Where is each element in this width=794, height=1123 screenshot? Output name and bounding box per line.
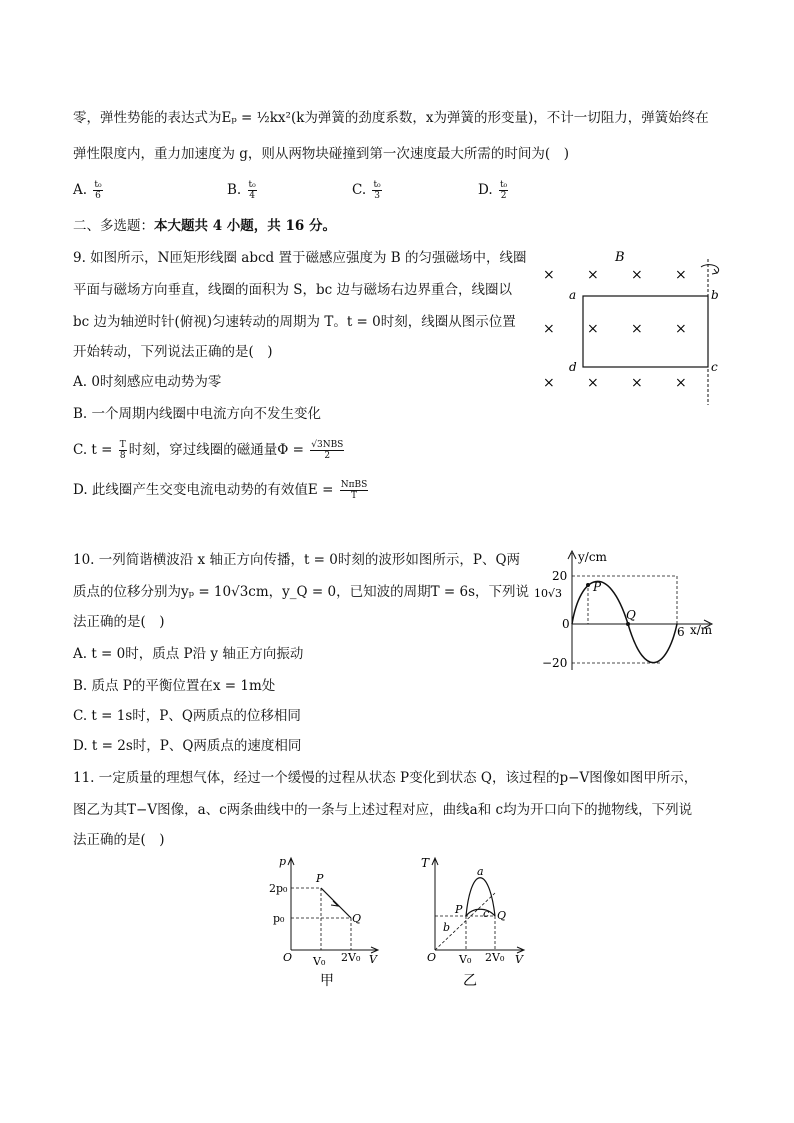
label-b: b (443, 921, 451, 934)
p-axis-label: p (279, 855, 287, 868)
q11-stem-line2: 图乙为其T−V图像，a、c两条曲线中的一条与上述过程对应，曲线a和 c均为开口向下的抛物线，下列说 (73, 802, 693, 818)
field-cross: × (675, 321, 687, 337)
tick-20: 20 (552, 569, 568, 583)
field-cross: × (543, 375, 555, 391)
q9-option-c[interactable]: C. t = $\frac{T}{8}$ 时刻，穿过线圈的磁通量Φ = $\frac{\text{√3NBS}}{2}$ (73, 440, 344, 461)
q10-stem-line3: 法正确的是( ) (73, 614, 165, 630)
tick-v0: V₀ (313, 955, 326, 968)
section-header: 二、多选题：本大题共 4 小题，共 16 分。 (73, 218, 336, 234)
q9-field-label: B (615, 250, 625, 265)
label-a: a (477, 865, 484, 878)
q9-coil-figure (535, 245, 735, 410)
label-a: a (569, 288, 577, 302)
point-q (626, 622, 630, 626)
label-p: P (316, 872, 324, 885)
q9-stem-line2: 平面与磁场方向垂直，线圈的面积为 S，bc 边与磁场右边界重合，线圈以 (73, 282, 513, 298)
q11-stem-line3: 法正确的是( ) (73, 832, 165, 848)
field-cross: × (543, 267, 555, 283)
label-d: d (569, 360, 577, 374)
label-p: P (455, 903, 463, 916)
t-axis-label: T (421, 856, 430, 870)
q10-option-d[interactable]: D. t = 2s时，P、Q两质点的速度相同 (73, 738, 302, 754)
label-q: Q (352, 912, 362, 925)
q9-stem-line3: bc 边为轴逆时针(俯视)匀速转动的周期为 T。t = 0时刻，线圈从图示位置 (73, 314, 516, 330)
q11-stem-line1: 11. 一定质量的理想气体，经过一个缓慢的过程从状态 P变化到状态 Q，该过程的p−V图像如图甲所示， (73, 770, 698, 786)
field-cross: × (543, 321, 555, 337)
q9-option-b[interactable]: B. 一个周期内线圈中电流方向不发生变化 (73, 406, 322, 422)
q10-option-b[interactable]: B. 质点 P的平衡位置在x = 1m处 (73, 678, 276, 694)
tick-6: 6 (677, 625, 685, 639)
tick-2v0: 2V₀ (341, 951, 361, 964)
pq-process-line (321, 888, 351, 918)
label-b: b (711, 288, 719, 302)
field-cross: × (675, 375, 687, 391)
tick-p0: p₀ (273, 912, 285, 925)
label-q: Q (497, 909, 507, 922)
q10-stem-line2: 质点的位移分别为yₚ = 10√3cm，y_Q = 0，已知波的周期T = 6s，下列说 (73, 584, 529, 600)
q8-option-c[interactable]: C. $\frac{\text{t₀}}{3}$ (352, 180, 381, 201)
label-c: c (483, 907, 490, 920)
q10-option-c[interactable]: C. t = 1s时，P、Q两质点的位移相同 (73, 708, 301, 724)
q8-option-d[interactable]: D. $\frac{\text{t₀}}{2}$ (478, 180, 508, 201)
q11-tv-figure (415, 855, 540, 995)
v-axis-label: V (515, 953, 523, 966)
origin-label: O (427, 951, 437, 964)
q10-wave-figure (530, 545, 730, 675)
field-cross: × (587, 375, 599, 391)
x-axis-label: x/m (690, 623, 713, 637)
q9-stem-line1: 9. 如图所示，N匝矩形线圈 abcd 置于磁感应强度为 B 的匀强磁场中，线圈 (73, 250, 527, 266)
label-c: c (711, 360, 718, 374)
field-cross: × (587, 321, 599, 337)
field-cross: × (631, 321, 643, 337)
q11-pv-figure (265, 855, 390, 995)
field-cross: × (631, 267, 643, 283)
field-cross: × (631, 375, 643, 391)
q10-option-a[interactable]: A. t = 0时，质点 P沿 y 轴正方向振动 (73, 646, 304, 662)
tick-10root3: 10√3 (534, 587, 563, 600)
q9-option-d[interactable]: D. 此线圈产生交变电流电动势的有效值E = $\frac{\text{NπBS}}{T}$ (73, 480, 368, 501)
q9-option-a[interactable]: A. 0时刻感应电动势为零 (73, 374, 222, 390)
q8-option-a[interactable]: A. $\frac{\text{t₀}}{6}$ (73, 180, 102, 201)
field-cross: × (587, 267, 599, 283)
field-cross: × (675, 267, 687, 283)
caption-yi: 乙 (463, 973, 477, 989)
y-axis-label: y/cm (578, 550, 607, 564)
label-p: P (593, 580, 602, 594)
q9-stem-line4: 开始转动，下列说法正确的是( ) (73, 344, 273, 360)
origin-label: 0 (562, 617, 570, 631)
tick-2p0: 2p₀ (269, 882, 288, 895)
tick-v0: V₀ (459, 953, 472, 966)
tick-neg20: −20 (542, 656, 568, 670)
point-p (586, 583, 590, 587)
q8-text-line1: 零，弹性势能的表达式为Eₚ = ½kx²(k为弹簧的劲度系数，x为弹簧的形变量)，不计一切阻力，弹簧始终在 (73, 110, 709, 126)
tick-2v0: 2V₀ (485, 951, 505, 964)
q8-option-b[interactable]: B. $\frac{\text{t₀}}{4}$ (227, 180, 256, 201)
origin-label: O (283, 951, 293, 964)
q8-text-line2: 弹性限度内，重力加速度为 g，则从两物块碰撞到第一次速度最大所需的时间为( ) (73, 146, 569, 162)
curve-c (466, 909, 495, 916)
v-axis-label: V (369, 953, 377, 966)
caption-jia: 甲 (320, 973, 334, 989)
coil-rectangle (583, 296, 708, 367)
label-q: Q (626, 608, 636, 622)
q10-stem-line1: 10. 一列简谐横波沿 x 轴正方向传播，t = 0时刻的波形如图所示，P、Q两 (73, 552, 521, 568)
